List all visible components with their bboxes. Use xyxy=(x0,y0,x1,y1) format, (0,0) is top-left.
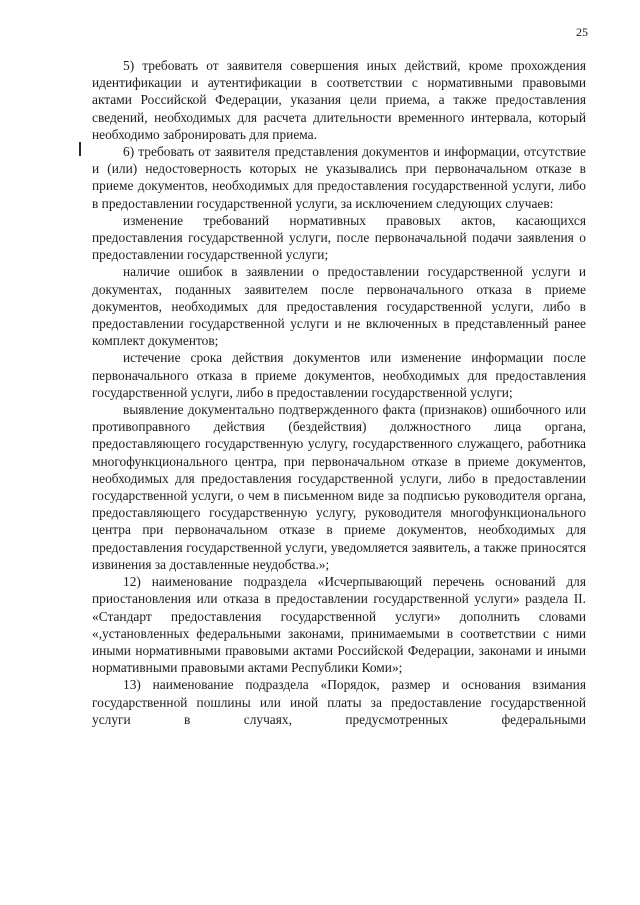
paragraph-item-13: 13) наименование подраздела «Порядок, размер и основания взимания государственной пошлины или иной платы за предоставление государственной услуги в случаях, предусмотренных федеральными xyxy=(92,677,586,727)
page-number: 25 xyxy=(576,25,588,39)
paragraph-exception-3: истечение срока действия документов или изменение информации после первоначального отказа в приеме документов, необходимых для предоставления государственной услуги, либо в предоставлении государственной услуги; xyxy=(92,350,586,400)
margin-mark xyxy=(79,142,81,156)
paragraph-item-5: 5) требовать от заявителя совершения иных действий, кроме прохождения идентификации и аутентификации в соответствии с нормативными правовыми актами Российской Федерации, указания цели приема, а также предоставления сведений, необходимых для расчета длительности временного интервала, который необходимо забронировать для приема. xyxy=(92,58,586,142)
paragraph-exception-2: наличие ошибок в заявлении о предоставлении государственной услуги и документах, поданных заявителем после первоначального отказа в приеме документов, необходимых для предоставления государственной услуги, либо в предоставлении государственной услуги и не включенных в представленный ранее комплект документов; xyxy=(92,264,586,349)
paragraph-exception-1: изменение требований нормативных правовых актов, касающихся предоставления государственной услуги, после первоначальной подачи заявления о предоставлении государственной услуги; xyxy=(92,212,586,263)
document-body xyxy=(92,57,586,728)
paragraph-item-12: 12) наименование подраздела «Исчерпывающий перечень оснований для приостановления или отказа в предоставлении государственной услуги» раздела II. «Стандарт предоставления государственной услуги» дополнить словами «,установленных федеральными законами, принимаемыми в соответствии с ними иными нормативными правовыми актами Российской Федерации, законами и иными нормативными правовыми актами Республики Коми»; xyxy=(92,574,586,676)
paragraph-exception-4: выявление документально подтвержденного факта (признаков) ошибочного или противоправного действия (бездействия) должностного лица органа, предоставляющего государственную услугу, государственного служащего, работника многофункционального центра, при первоначальном отказе в приеме документов, необходимых для предоставления государственной услуги, либо в предоставлении государственной услуги, о чем в письменном виде за подписью руководителя органа, предоставляющего государственную услугу, руководителя многофункционального центра при первоначальном отказе в приеме документов, необходимых для предоставления государственной услуги, уведомляется заявитель, а также приносятся извинения за доставленные неудобства.»; xyxy=(92,402,586,572)
paragraph-item-6: 6) требовать от заявителя представления документов и информации, отсутствие и (или) недостоверность которых не указывались при первоначальном отказе в приеме документов, необходимых для предоставления государственной услуги, либо в предоставлении государственной услуги, за исключением следующих случаев: xyxy=(92,144,586,211)
